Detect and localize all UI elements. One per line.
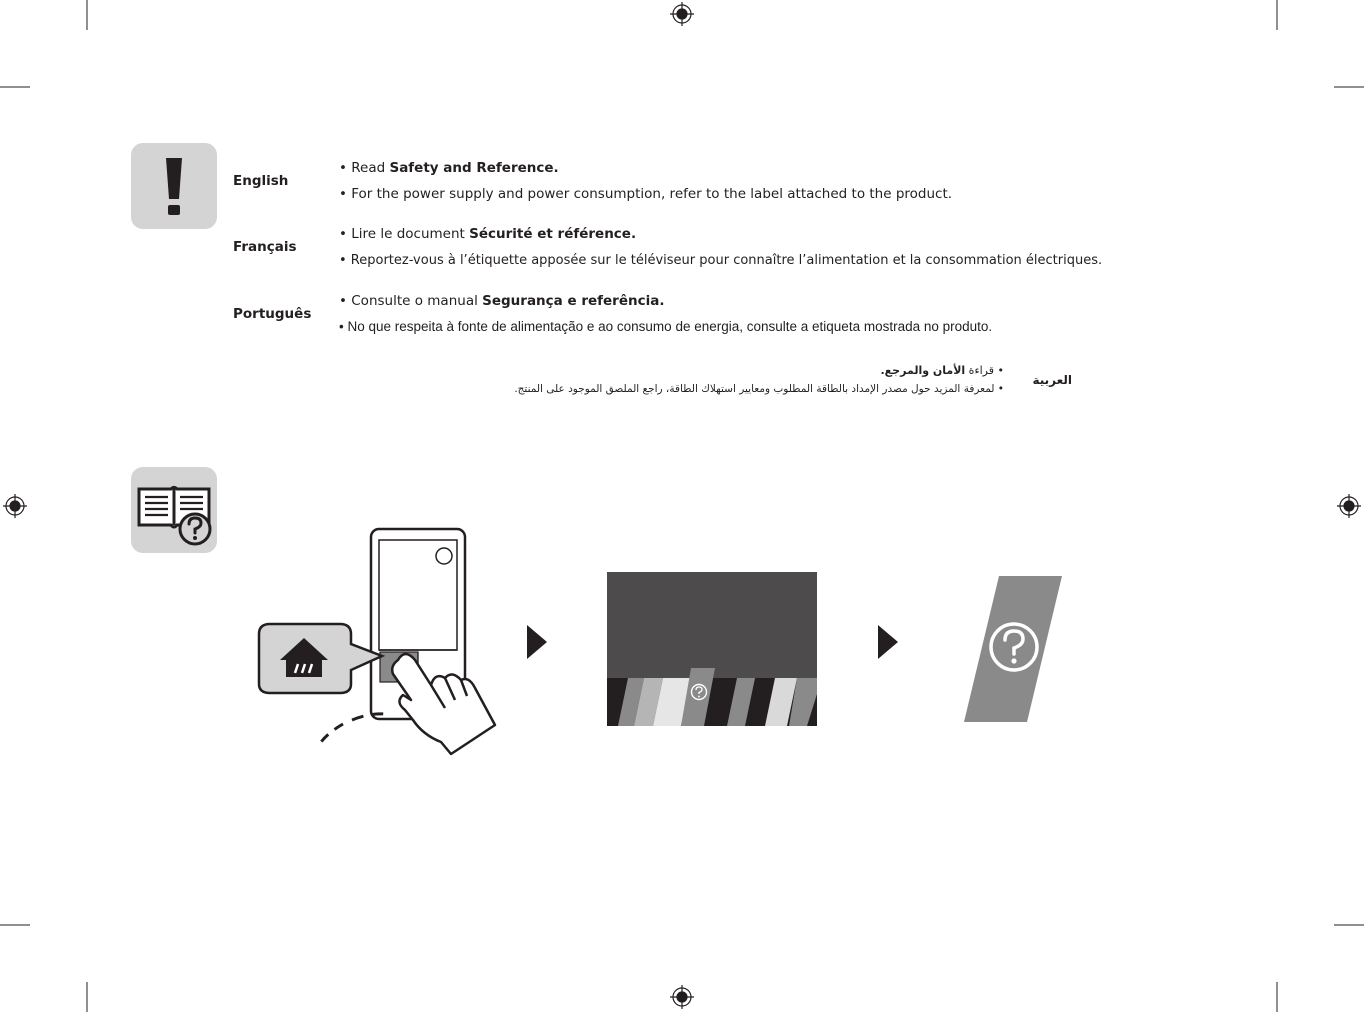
english-line-2: • For the power supply and power consumption, refer to the label attached to the product. <box>339 186 953 202</box>
book-question-icon <box>131 467 217 553</box>
language-francais: Français <box>233 239 297 255</box>
registration-mark-icon <box>670 985 694 1009</box>
arabic-line-1: • قراءة الأمان والمرجع. <box>880 364 1004 377</box>
exclamation-icon <box>131 143 217 229</box>
language-arabic: العربية <box>1032 373 1072 387</box>
warning-tile <box>131 143 217 229</box>
francais-line-2: • Reportez-vous à l’étiquette apposée sur le téléviseur pour connaître l’alimentation et la consommation électriques. <box>339 253 1103 268</box>
tv-home-screen <box>607 572 817 726</box>
remote-illustration <box>255 520 505 760</box>
portugues-line-1: • Consulte o manual Segurança e referência. <box>339 293 665 309</box>
arabic-line-2: • لمعرفة المزيد حول مصدر الإمداد بالطاقة المطلوب ومعايير استهلاك الطاقة، راجع الملصق الموجود على المنتج. <box>514 383 1004 395</box>
manual-tile <box>131 467 217 553</box>
help-tile <box>962 575 1064 723</box>
registration-mark-icon <box>1337 494 1361 518</box>
arrow-right-icon <box>876 624 900 660</box>
english-line-1: • Read Safety and Reference. <box>339 160 559 176</box>
arrow-right-icon <box>525 624 549 660</box>
registration-mark-icon <box>670 2 694 26</box>
portugues-line-2: • No que respeita à fonte de alimentação e ao consumo de energia, consulte a etiqueta mostrada no produto. <box>339 319 993 334</box>
language-portugues: Português <box>233 306 312 322</box>
registration-mark-icon <box>3 494 27 518</box>
language-english: English <box>233 173 289 189</box>
francais-line-1: • Lire le document Sécurité et référence. <box>339 226 637 242</box>
